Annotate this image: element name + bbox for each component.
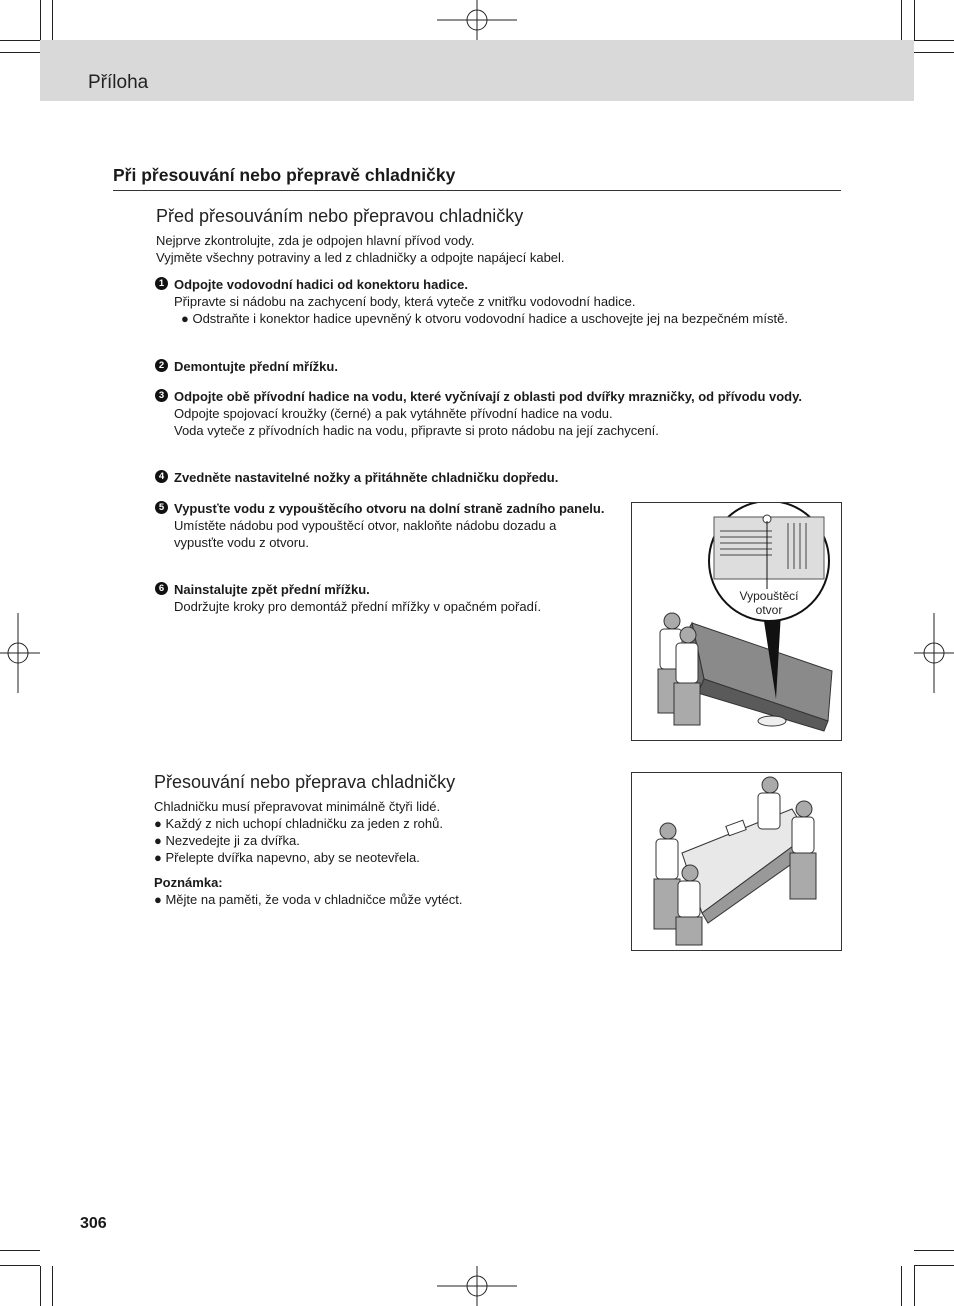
crop-mark [914,52,954,53]
step-5 [155,500,605,551]
note-label: Poznámka: [154,875,223,890]
step-body: Připravte si nádobu na zachycení body, která vyteče z vnitřku vodovodní hadice. [174,294,636,309]
moving-bullet: ● Nezvedejte ji za dvířka. [154,833,300,848]
step-body: Umístěte nádobu pod vypouštěcí otvor, nakloňte nádobu dozadu a vypusťte vodu z otvoru. [174,518,557,550]
crop-mark [914,0,915,40]
crop-mark [0,52,40,53]
step-heading: Odpojte obě přívodní hadice na vodu, které vyčnívají z oblasti pod dvířky mrazničky, od přívodu vody. [174,389,802,404]
crop-mark [0,1250,40,1251]
moving-title: Přesouvání nebo přeprava chladničky [154,772,456,792]
registration-mark [437,1266,517,1306]
before-moving-title: Před přesouváním nebo přepravou chladničky [156,206,524,226]
crop-mark [914,1266,915,1306]
registration-mark [914,613,954,693]
step-body: Odpojte spojovací kroužky (černé) a pak vytáhněte přívodní hadice na vodu. [174,406,613,421]
crop-mark [901,0,902,40]
moving-bullet: ● Každý z nich uchopí chladničku za jeden z rohů. [154,816,443,831]
crop-mark [901,1266,902,1306]
crop-mark [0,40,40,41]
carrying-illustration [631,772,842,951]
registration-mark [0,613,40,693]
crop-mark [914,1250,954,1251]
crop-mark [40,0,41,40]
before-intro [156,232,565,266]
moving-intro: Chladničku musí přepravovat minimálně čtyři lidé. [154,799,441,814]
header-band [40,40,914,101]
step-number: 4 [155,470,168,483]
section-title: Při přesouvání nebo přepravě chladničky [113,165,456,185]
drain-illustration [631,502,842,741]
step-3 [155,388,835,439]
step-heading: Odpojte vodovodní hadici od konektoru hadice. [174,277,468,292]
step-number: 1 [155,277,168,290]
step-number: 3 [155,389,168,402]
drain-hole-label: Vypouštěcí [739,589,799,603]
crop-mark [52,0,53,40]
step-4 [155,469,815,486]
crop-mark [914,40,954,41]
crop-mark [914,1265,954,1266]
step-heading: Nainstalujte zpět přední mřížku. [174,582,370,597]
step-number: 2 [155,359,168,372]
moving-text [154,798,614,908]
section-divider [113,190,841,191]
note-text: ● Mějte na paměti, že voda v chladničce může vytéct. [154,892,463,907]
step-number: 5 [155,501,168,514]
step-6 [155,581,605,615]
step-body: Dodržujte kroky pro demontáž přední mřížky v opačném pořadí. [174,599,542,614]
step-heading: Demontujte přední mřížku. [174,359,338,374]
crop-mark [40,1266,41,1306]
step-heading: Zvedněte nastavitelné nožky a přitáhněte chladničku dopředu. [174,470,559,485]
drain-hole-label: otvor [755,603,783,617]
crop-mark [0,1265,40,1266]
intro-line: Vyjměte všechny potraviny a led z chladničky a odpojte napájecí kabel. [156,250,565,265]
step-bullet: ● Odstraňte i konektor hadice upevněný k otvoru vodovodní hadice a uschovejte jej na bezpečném místě. [181,311,788,326]
carrying-illustration-drawing [632,773,841,950]
step-body: Voda vyteče z přívodních hadic na vodu, připravte si proto nádobu na její zachycení. [174,423,659,438]
step-number: 6 [155,582,168,595]
registration-mark [437,0,517,40]
step-2 [155,358,815,375]
page-number: 306 [80,1215,107,1232]
intro-line: Nejprve zkontrolujte, zda je odpojen hlavní přívod vody. [156,233,475,248]
header-title: Příloha [88,72,149,93]
drain-illustration-drawing [632,503,841,740]
step-1 [155,276,815,327]
moving-bullet: ● Přelepte dvířka napevno, aby se neotevřela. [154,850,420,865]
step-heading: Vypusťte vodu z vypouštěcího otvoru na dolní straně zadního panelu. [174,501,605,516]
crop-mark [52,1266,53,1306]
